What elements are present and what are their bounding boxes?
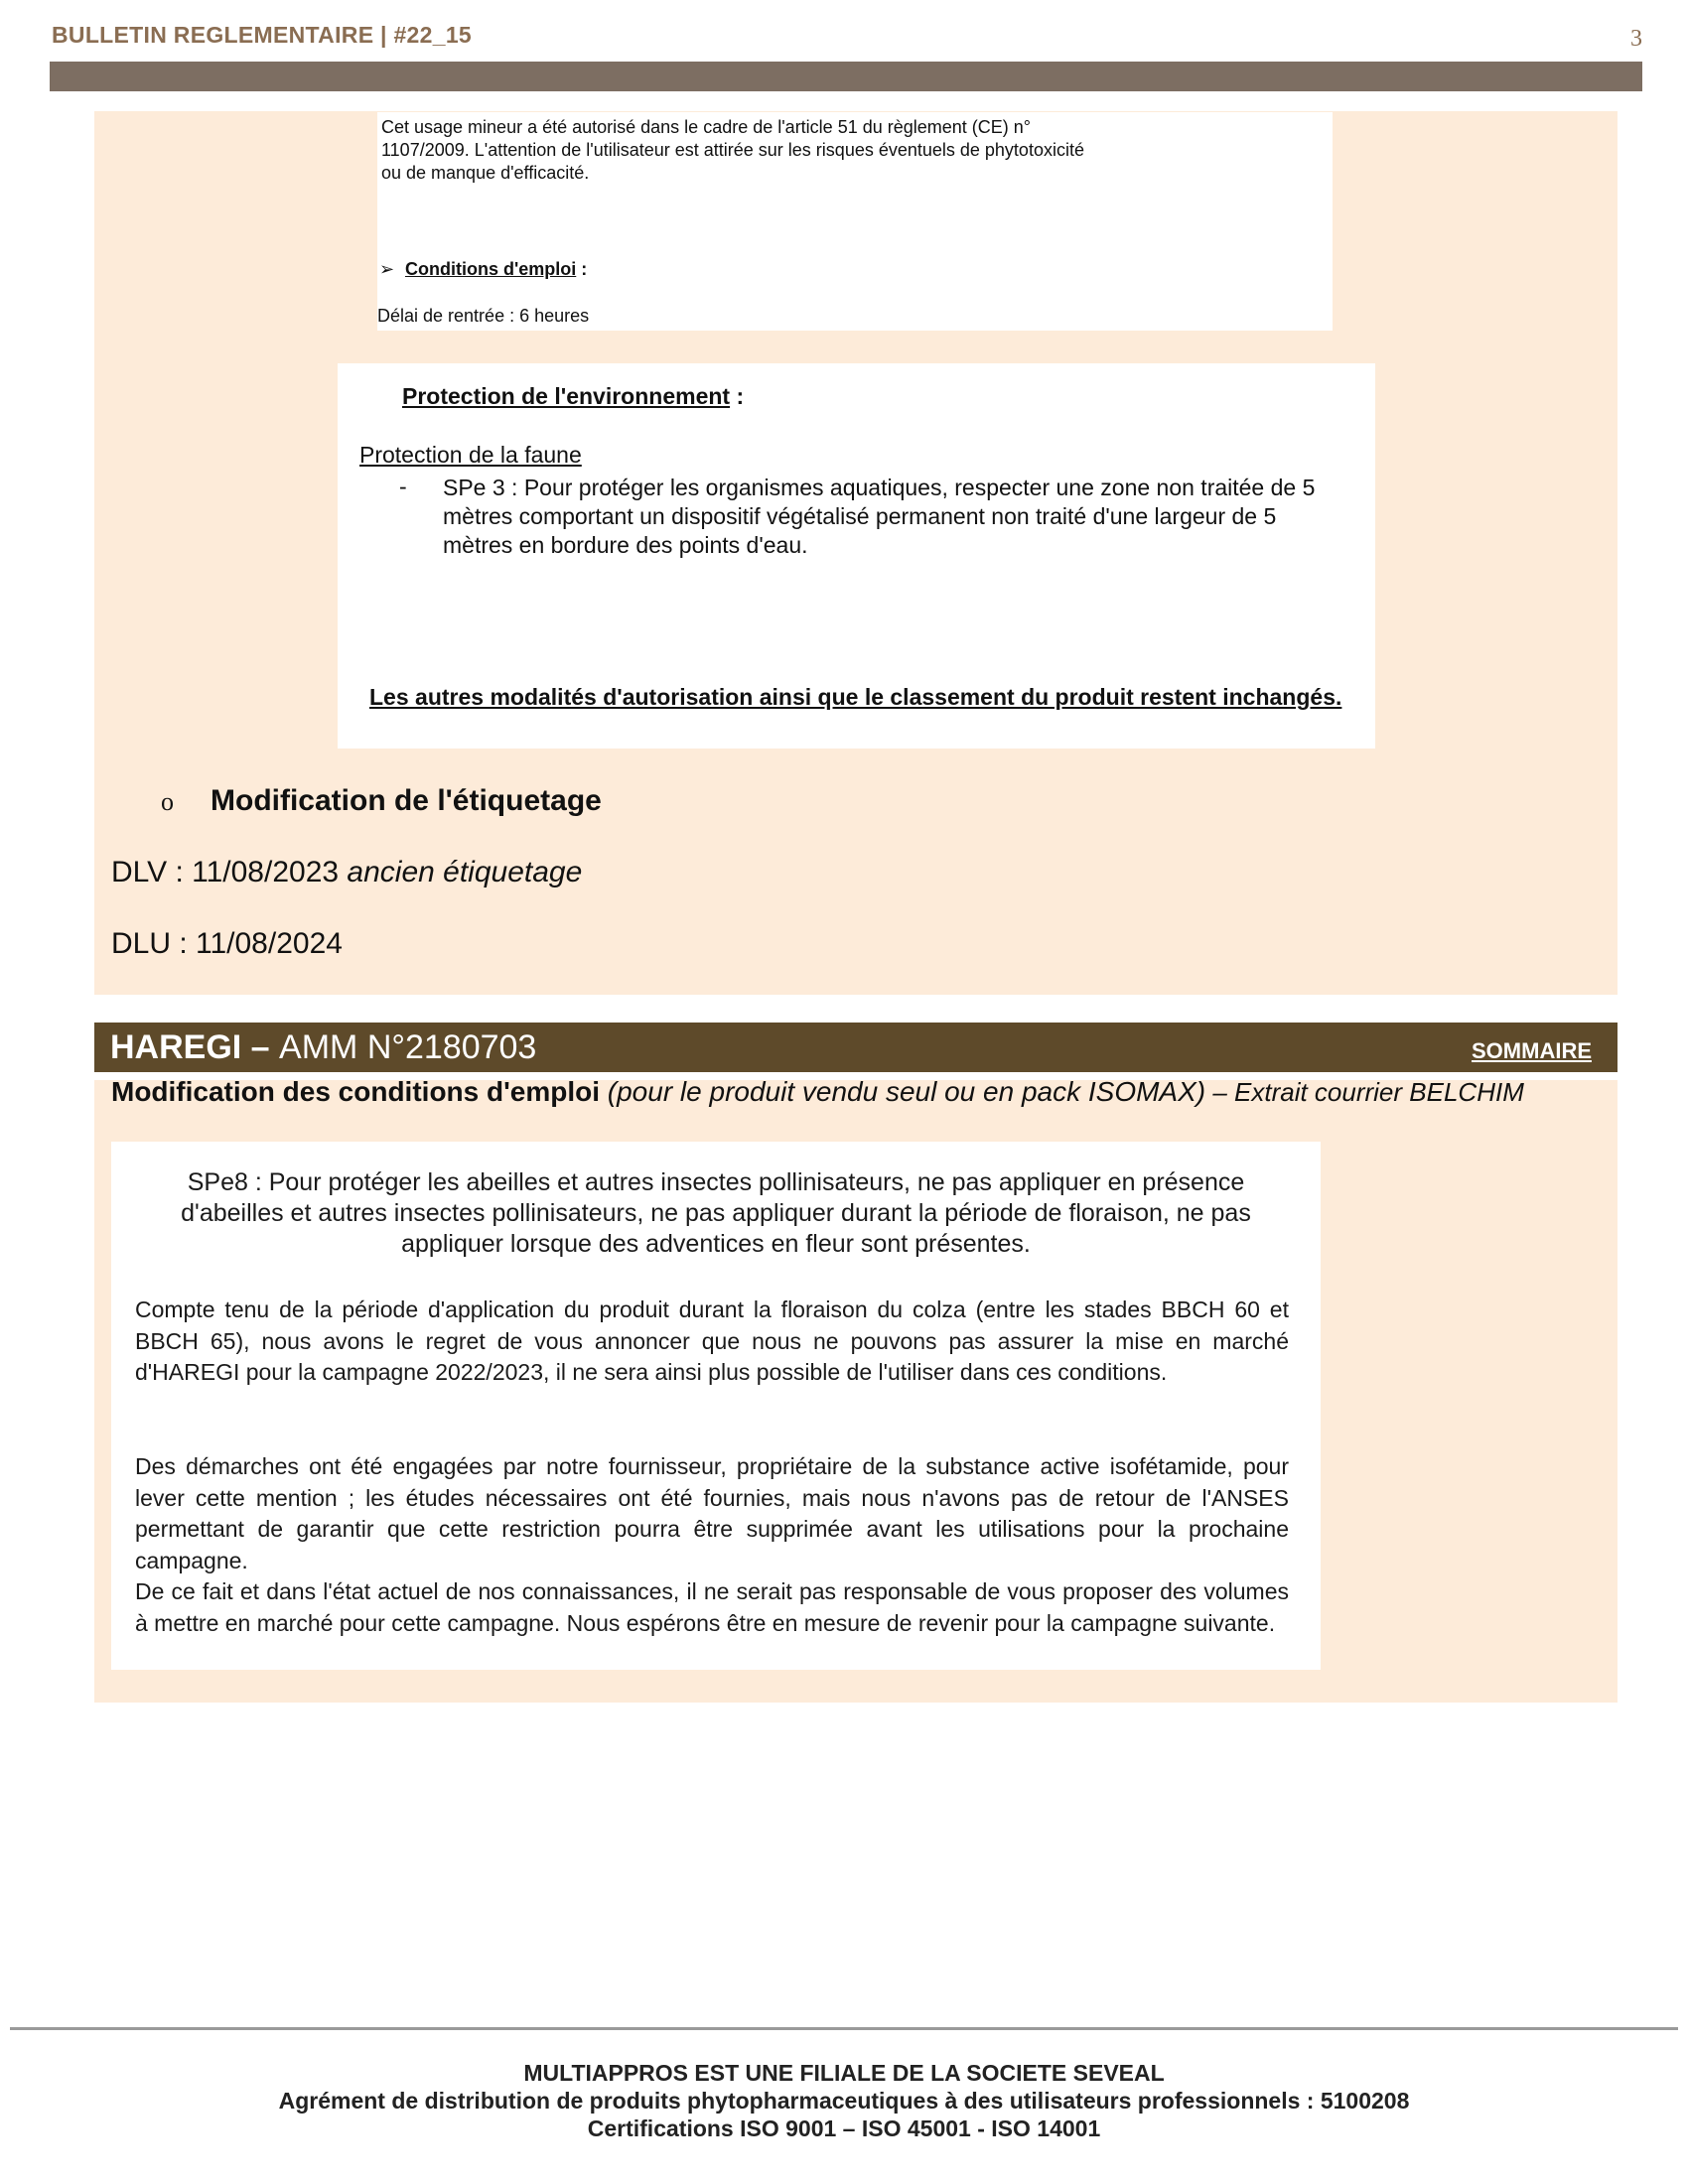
environment-heading-colon: : — [730, 383, 745, 409]
page-number: 3 — [1630, 26, 1642, 52]
autres-modalites-text: Les autres modalités d'autorisation ainsi que le classement du produit restent inchangés. — [369, 684, 1342, 710]
arrow-bullet-icon: ➢ — [379, 259, 395, 279]
conditions-label: Conditions d'emploi — [405, 259, 577, 279]
dlv-note: ancien étiquetage — [347, 856, 583, 888]
bulletin-title: BULLETIN REGLEMENTAIRE | #22_15 — [52, 22, 472, 48]
etiquetage-heading: Modification de l'étiquetage — [211, 784, 602, 817]
conditions-heading — [379, 259, 587, 280]
dlu-line: DLU : 11/08/2024 — [111, 927, 343, 960]
delai-rentree: Délai de rentrée : 6 heures — [377, 306, 590, 326]
haregi-name: HAREGI – — [110, 1028, 280, 1066]
usage-note: Cet usage mineur a été autorisé dans le cadre de l'article 51 du règlement (CE) n° 1107/2009. L'attention de l'utilisateur est attirée sur les risques éventuels de phytotoxicité ou de manque d'efficacité. — [381, 117, 1084, 183]
dlv-line — [111, 856, 582, 889]
scanned-excerpt-belchim — [111, 1142, 1321, 1670]
environment-heading — [402, 383, 744, 410]
circle-bullet-icon: o — [161, 787, 174, 816]
footer-divider — [10, 2027, 1678, 2030]
sommaire-link[interactable]: SOMMAIRE — [1472, 1038, 1592, 1063]
spe8-text: SPe8 : Pour protéger les abeilles et autres insectes pollinisateurs, ne pas appliquer en présence d'abeilles et autres insectes pollinisateurs, ne pas appliquer durant la période de floraison, ne pas appliquer lorsque des adventices en fleur sont présentes. — [181, 1168, 1251, 1258]
haregi-amm: AMM N°2180703 — [279, 1028, 537, 1066]
spe3-text: SPe 3 : Pour protéger les organismes aquatiques, respecter une zone non traitée de 5 mètres comportant un dispositif végétalisé permanent non traité d'une largeur de 5 mètres en bordure des points d'eau. — [443, 475, 1316, 558]
dlv-label: DLV : 11/08/2023 — [111, 856, 348, 888]
belchim-paragraph-2: Des démarches ont été engagées par notre fournisseur, propriétaire de la substance active isofétamide, pour lever cette mention ; les études nécessaires ont été fournies, mais nous n'avons pas de retour de l'ANSES permettant de garantir que cette restriction pourra être supprimée avant les utilisations pour la prochaine campagne. — [135, 1453, 1289, 1573]
environment-heading-label: Protection de l'environnement — [402, 383, 731, 409]
haregi-title — [110, 1028, 536, 1067]
scanned-excerpt-usage — [377, 112, 1333, 331]
haregi-subtitle — [111, 1076, 1524, 1108]
subtitle-italic: (pour le produit vendu seul ou en pack ISOMAX) — [600, 1076, 1206, 1107]
conditions-colon: : — [576, 259, 588, 279]
subtitle-bold: Modification des conditions d'emploi — [111, 1076, 600, 1107]
header-bar — [50, 62, 1642, 91]
belchim-paragraph-1: Compte tenu de la période d'application du produit durant la floraison du colza (entre les stades BBCH 60 et BBCH 65), nous avons le regret de vous annoncer que nous ne pouvons pas assurer la mise en marché d'HAREGI pour la campagne 2022/2023, il ne sera ainsi plus possible de l'utiliser dans ces conditions. — [135, 1297, 1289, 1385]
dash-bullet-icon: - — [399, 474, 407, 499]
belchim-paragraph-3: De ce fait et dans l'état actuel de nos connaissances, il ne serait pas responsable de vous proposer des volumes à mettre en marché pour cette campagne. Nous espérons être en mesure de revenir pour la campagne suivante. — [135, 1578, 1289, 1636]
scanned-excerpt-environment — [338, 363, 1375, 749]
faune-heading: Protection de la faune — [359, 442, 582, 468]
subtitle-source: – Extrait courrier BELCHIM — [1205, 1077, 1524, 1107]
haregi-section-bar — [94, 1023, 1618, 1072]
footer-line-1: MULTIAPPROS EST UNE FILIALE DE LA SOCIETE SEVEAL — [523, 2060, 1165, 2086]
footer-line-2: Agrément de distribution de produits phytopharmaceutiques à des utilisateurs professionnels : 5100208 — [278, 2088, 1410, 2114]
footer-line-3: Certifications ISO 9001 – ISO 45001 - ISO 14001 — [587, 2116, 1101, 2141]
